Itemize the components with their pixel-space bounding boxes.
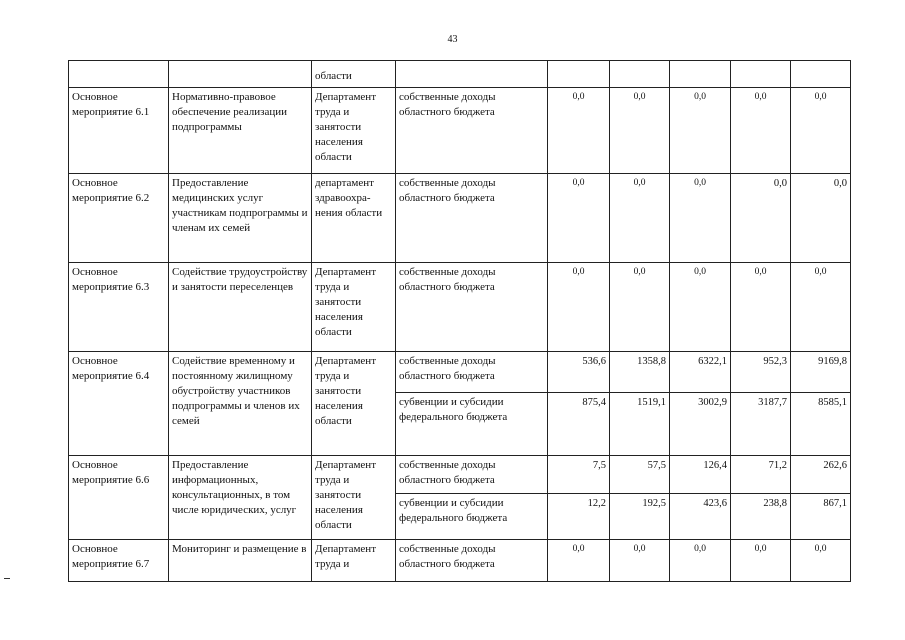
value-cell: 71,2	[731, 456, 791, 494]
table-cell-event	[69, 61, 169, 88]
table-cell-executor: области	[312, 61, 396, 88]
value-cell: 0,0	[670, 540, 731, 582]
value-cell: 1519,1	[610, 393, 670, 456]
value-cell: 0,0	[610, 174, 670, 263]
value-cell: 12,2	[548, 494, 610, 540]
table-row	[69, 540, 851, 582]
value-cell: 1358,8	[610, 352, 670, 393]
value-cell: 867,1	[791, 494, 851, 540]
value-cell: 0,0	[731, 540, 791, 582]
value-cell: 423,6	[670, 494, 731, 540]
value-cell: 0,0	[791, 88, 851, 174]
executor-cell: Департамент труда и	[312, 540, 396, 582]
value-cell: 0,0	[548, 263, 610, 352]
value-cell: 7,5	[548, 456, 610, 494]
value-cell: 8585,1	[791, 393, 851, 456]
value-cell: 9169,8	[791, 352, 851, 393]
description-cell: Нормативно-правовое обеспечение реализации подпрограммы	[169, 88, 312, 174]
value-cell: 0,0	[731, 263, 791, 352]
description-cell: Предоставление медицинских услуг участникам подпрограммы и членам их семей	[169, 174, 312, 263]
margin-mark	[4, 578, 10, 579]
value-cell: 192,5	[610, 494, 670, 540]
executor-cell: Департамент труда и занятости населения области	[312, 352, 396, 456]
value-cell: 0,0	[670, 263, 731, 352]
funding-source-cell: собственные доходы областного бюджета	[396, 174, 548, 263]
value-cell: 536,6	[548, 352, 610, 393]
value-cell: 0,0	[791, 174, 851, 263]
value-cell: 3002,9	[670, 393, 731, 456]
executor-cell: департамент здравоохра- нения области	[312, 174, 396, 263]
value-cell: 238,8	[731, 494, 791, 540]
table-cell-value	[670, 61, 731, 88]
value-cell: 0,0	[670, 174, 731, 263]
value-cell: 57,5	[610, 456, 670, 494]
event-cell: Основное мероприятие 6.7	[69, 540, 169, 582]
value-cell: 0,0	[610, 263, 670, 352]
value-cell: 0,0	[548, 88, 610, 174]
value-cell: 126,4	[670, 456, 731, 494]
value-cell: 875,4	[548, 393, 610, 456]
value-cell: 0,0	[731, 88, 791, 174]
table-row-continuation	[69, 61, 851, 88]
table-cell-description	[169, 61, 312, 88]
executor-cell: Департамент труда и занятости населения области	[312, 263, 396, 352]
table-row	[69, 263, 851, 352]
value-cell: 3187,7	[731, 393, 791, 456]
table-row	[69, 352, 851, 393]
value-cell: 952,3	[731, 352, 791, 393]
funding-source-cell: собственные доходы областного бюджета	[396, 456, 548, 494]
page-number: 43	[447, 34, 458, 45]
description-cell: Мониторинг и размещение в	[169, 540, 312, 582]
description-cell: Содействие трудоустройству и занятости переселенцев	[169, 263, 312, 352]
funding-source-cell: собственные доходы областного бюджета	[396, 352, 548, 393]
executor-cell: Департамент труда и занятости населения области	[312, 456, 396, 540]
funding-table	[68, 60, 851, 582]
executor-cell: Департамент труда и занятости населения области	[312, 88, 396, 174]
value-cell: 0,0	[731, 174, 791, 263]
value-cell: 0,0	[791, 263, 851, 352]
event-cell: Основное мероприятие 6.6	[69, 456, 169, 540]
funding-source-cell: субвенции и субсидии федерального бюджета	[396, 393, 548, 456]
table-row	[69, 174, 851, 263]
event-cell: Основное мероприятие 6.2	[69, 174, 169, 263]
table-row	[69, 88, 851, 174]
funding-source-cell: собственные доходы областного бюджета	[396, 88, 548, 174]
event-cell: Основное мероприятие 6.4	[69, 352, 169, 456]
value-cell: 6322,1	[670, 352, 731, 393]
event-cell: Основное мероприятие 6.1	[69, 88, 169, 174]
funding-source-cell: собственные доходы областного бюджета	[396, 263, 548, 352]
funding-source-cell: субвенции и субсидии федерального бюджета	[396, 494, 548, 540]
event-cell: Основное мероприятие 6.3	[69, 263, 169, 352]
description-cell: Предоставление информационных, консультационных, в том числе юридических, услуг	[169, 456, 312, 540]
table-cell-value	[548, 61, 610, 88]
funding-source-cell: собственные доходы областного бюджета	[396, 540, 548, 582]
description-cell: Содействие временному и постоянному жилищному обустройству участников подпрограммы и членов их семей	[169, 352, 312, 456]
value-cell: 0,0	[548, 540, 610, 582]
table-cell-value	[731, 61, 791, 88]
value-cell: 0,0	[610, 88, 670, 174]
value-cell: 0,0	[791, 540, 851, 582]
value-cell: 0,0	[670, 88, 731, 174]
value-cell: 0,0	[548, 174, 610, 263]
table-cell-value	[791, 61, 851, 88]
value-cell: 0,0	[610, 540, 670, 582]
table-row	[69, 456, 851, 494]
table-cell-source	[396, 61, 548, 88]
table-cell-value	[610, 61, 670, 88]
value-cell: 262,6	[791, 456, 851, 494]
